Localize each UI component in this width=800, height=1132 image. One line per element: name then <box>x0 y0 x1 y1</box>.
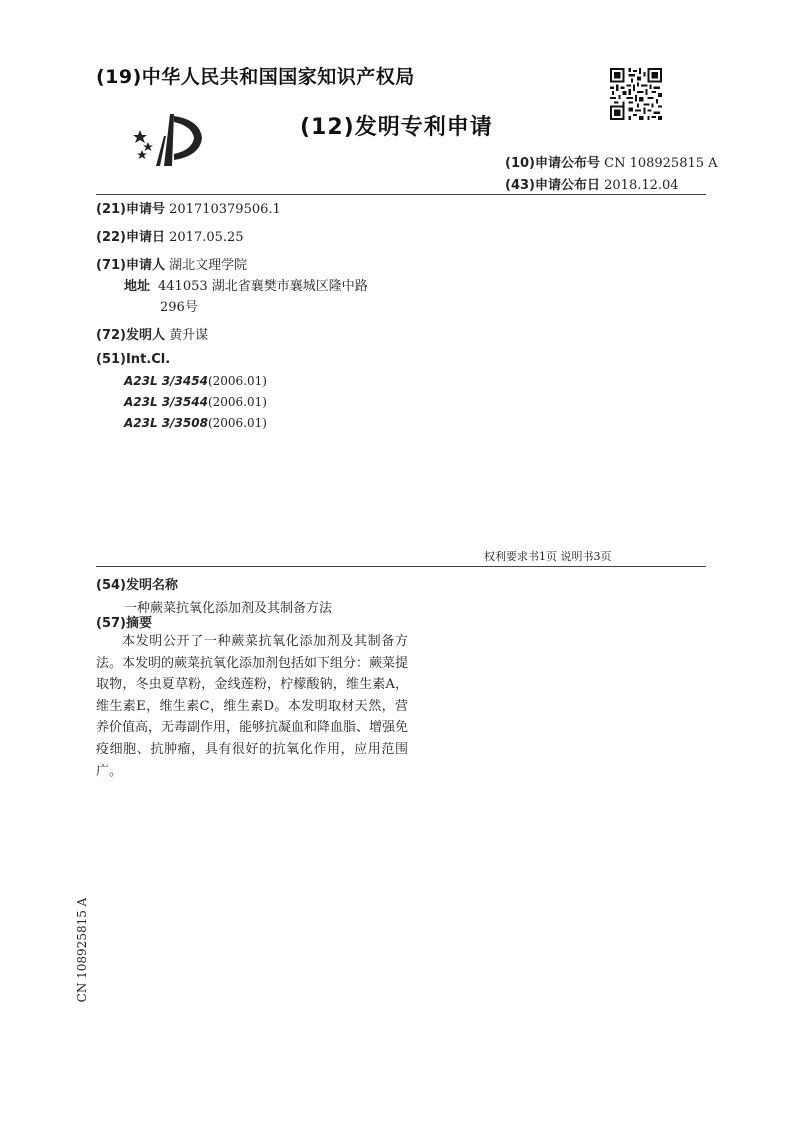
section-divider <box>96 566 706 567</box>
side-publication-number: CN 108925815 A <box>75 897 89 1003</box>
abstract-label: (57)摘要 <box>96 616 152 631</box>
header-divider <box>96 194 706 195</box>
qr-code-icon <box>610 68 662 120</box>
applicant: (71)申请人 湖北文理学院 <box>96 258 248 273</box>
abstract-text: 本发明公开了一种蕨菜抗氧化添加剂及其制备方法。本发明的蕨菜抗氧化添加剂包括如下组分：蕨菜提取物，冬虫夏草粉，金线莲粉，柠檬酸钠，维生素A，维生素E，维生素C，维生素D。本发明取材天然，营养价值高，无毒副作用，能够抗凝血和降血脂、增强免疫细胞、抗肿瘤，具有很好的抗氧化作用，应用范围广。 <box>96 634 409 779</box>
ipc-classification: A23L 3/3544(2006.01) <box>124 395 267 409</box>
publication-number: (10)申请公布号 CN 108925815 A <box>505 156 718 171</box>
issuing-office: (19)中华人民共和国国家知识产权局 <box>96 66 415 88</box>
publication-date: (43)申请公布日 2018.12.04 <box>505 178 679 193</box>
applicant-address-line2: 296号 <box>160 300 198 315</box>
cnipa-logo-icon <box>130 108 206 168</box>
ipc-classification: A23L 3/3508(2006.01) <box>124 416 267 430</box>
page-count-note: 权利要求书1页 说明书3页 <box>484 550 612 563</box>
ipc-label: (51)Int.Cl. <box>96 352 171 367</box>
invention-title-label: (54)发明名称 <box>96 578 178 593</box>
ipc-classification: A23L 3/3454(2006.01) <box>124 374 267 388</box>
applicant-address: 地址 441053 湖北省襄樊市襄城区隆中路 <box>124 279 368 294</box>
document-type-title: (12)发明专利申请 <box>300 115 493 140</box>
inventor: (72)发明人 黄升谋 <box>96 328 209 343</box>
invention-title: 一种蕨菜抗氧化添加剂及其制备方法 <box>124 601 333 616</box>
application-date: (22)申请日 2017.05.25 <box>96 230 244 245</box>
application-number: (21)申请号 201710379506.1 <box>96 202 281 217</box>
